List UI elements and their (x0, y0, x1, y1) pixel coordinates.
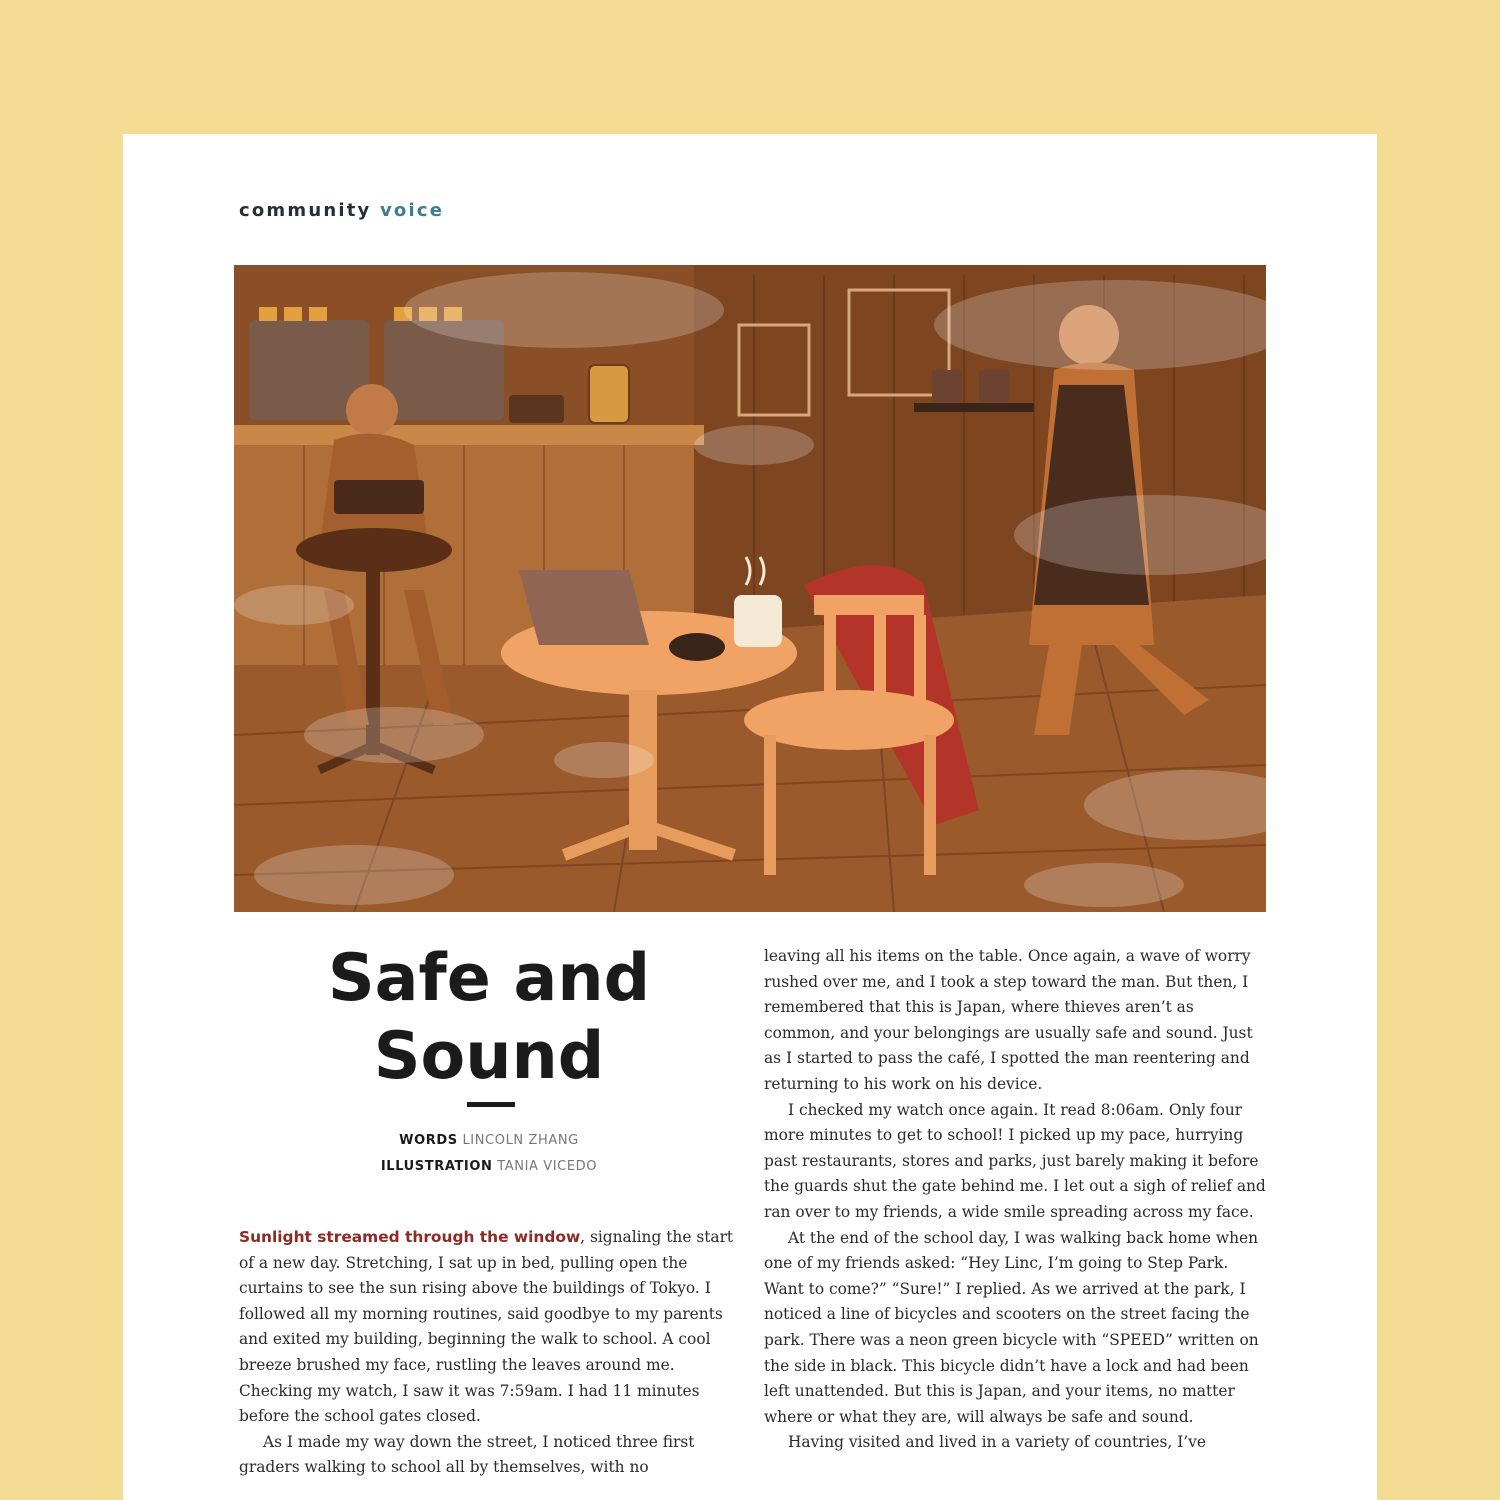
body-paragraph: As I made my way down the street, I noticed three first graders walking to school all by themselves, with no (239, 1432, 695, 1477)
section-label (239, 200, 444, 221)
magazine-page (123, 134, 1377, 1500)
title-divider (467, 1102, 515, 1107)
lead-in: Sunlight streamed through the window (239, 1228, 581, 1246)
paragraph-text: , signaling the start of a new day. Stretching, I sat up in bed, pulling open the curtains to see the sun rising above the buildings of Tokyo. I followed all my morning routines, said goodbye to my parents and exited my building, beginning the walk to school. A cool breeze brushed my face, rustling the leaves around me. Checking my watch, I saw it was 7:59am. I had 11 minutes before the school gates closed. (239, 1228, 734, 1426)
credit-words (239, 1128, 739, 1154)
credit-role: WORDS (399, 1133, 458, 1148)
credit-name: LINCOLN ZHANG (462, 1133, 579, 1148)
body-column-right (764, 944, 1267, 1456)
byline (239, 1128, 739, 1180)
body-paragraph: I checked my watch once again. It read 8:06am. Only four more minutes to get to school! I picked up my pace, hurrying past restaurants, stores and parks, just barely making it before the guards shut the gate behind me. I let out a sigh of relief and ran over to my friends, a wide smile spreading across my face. (764, 1100, 1266, 1221)
body-paragraph: At the end of the school day, I was walking back home when one of my friends asked: “Hey Linc, I’m going to Step Park. Want to come?” “Sure!” I replied. As we arrived at the park, I noticed a line of bicycles and scooters on the street facing the park. There was a neon green bicycle with “SPEED” written on the side in black. This bicycle didn’t have a lock and had been left unattended. But this is Japan, and your items, no matter where or what they are, will always be safe and sound. (764, 1228, 1259, 1426)
credit-role: ILLUSTRATION (380, 1159, 493, 1174)
body-paragraph (239, 1225, 739, 1430)
body-column-left (239, 1225, 739, 1481)
section-label-accent: voice (379, 200, 445, 221)
credit-name: TANIA VICEDO (497, 1159, 598, 1174)
article-title (239, 940, 739, 1096)
body-paragraph: Having visited and lived in a variety of countries, I’ve (788, 1433, 1206, 1452)
credit-illustration (239, 1154, 739, 1180)
section-label-word: community (239, 200, 372, 221)
body-paragraph: leaving all his items on the table. Once again, a wave of worry rushed over me, and I took a step toward the man. But then, I remembered that this is Japan, where thieves aren’t as common, and your belongings are usually safe and sound. Just as I started to pass the café, I spotted the man reentering and returning to his work on his device. (764, 947, 1253, 1093)
article-title-line-1: Safe and (327, 941, 651, 1016)
article-title-line-2: Sound (373, 1019, 605, 1094)
cafe-illustration (234, 265, 1266, 912)
